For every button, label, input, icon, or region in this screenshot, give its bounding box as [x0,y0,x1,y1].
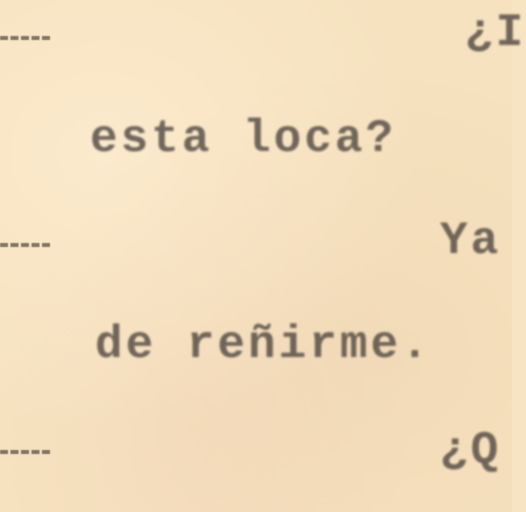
text-line-4: de reñirme. [95,319,432,371]
text-line-3: Ya [440,215,502,267]
text-line-2: esta loca? [90,113,397,165]
margin-dash-1 [0,36,50,40]
margin-dash-3 [0,450,50,454]
text-line-1: ¿I [465,7,526,59]
text-line-5: ¿Q [440,425,502,477]
margin-dash-2 [0,243,50,247]
